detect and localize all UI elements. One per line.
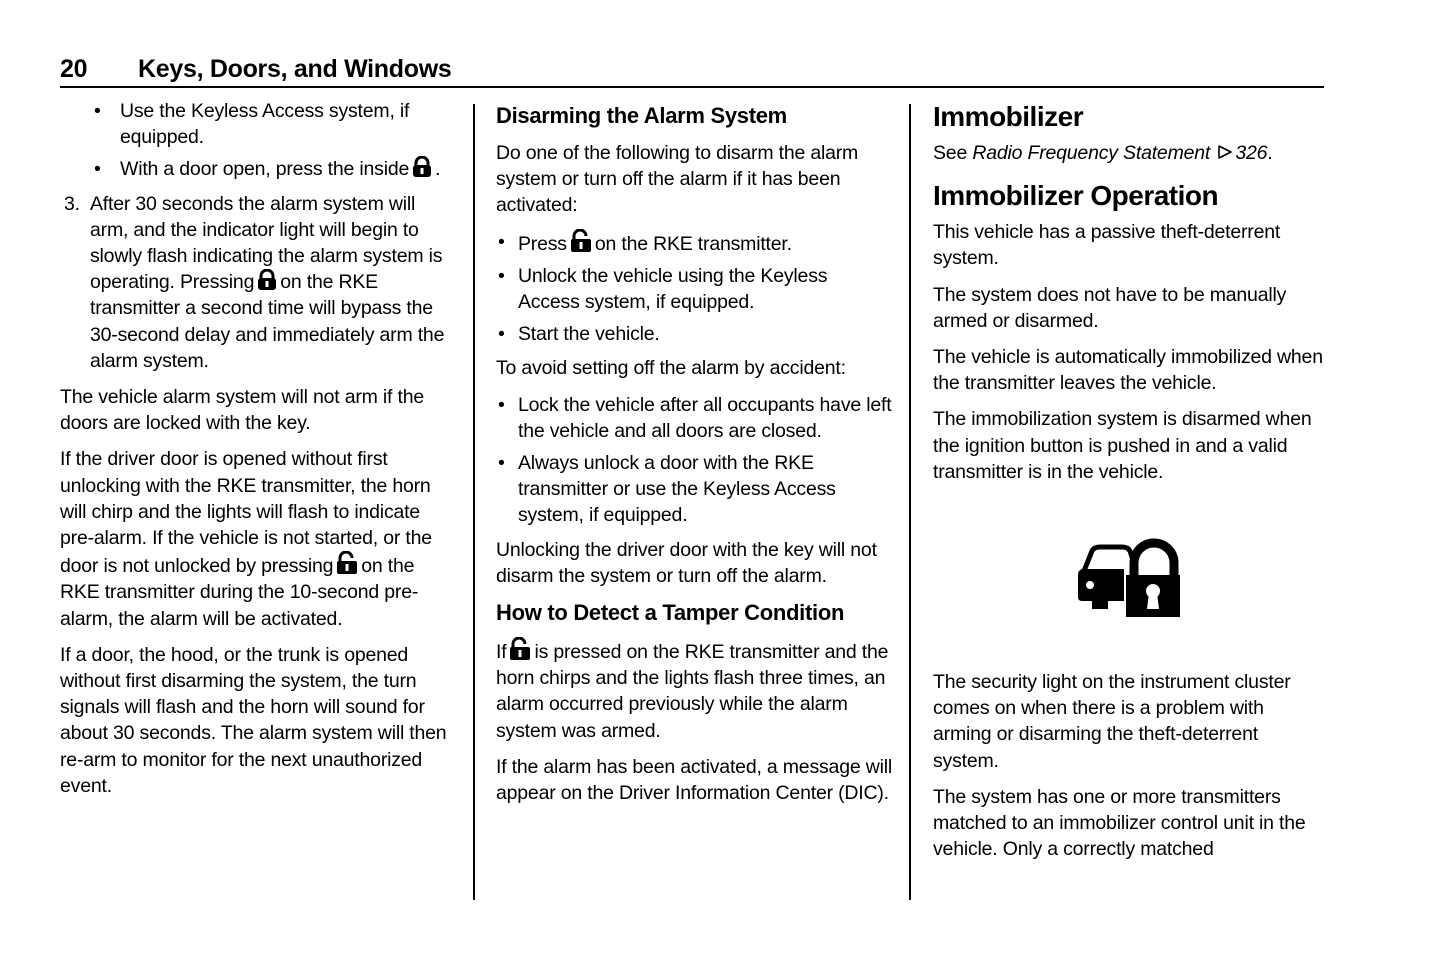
paragraph: The system has one or more transmitters matched to an immobilizer control unit in the vehicle. Only a correctly matched [933,785,1306,861]
list-item: • Always unlock a door with the RKE transmitter or use the Keyless Access system, if equipped. [496,450,892,529]
column-1 [60,98,455,809]
paragraph: The vehicle is automatically immobilized when the transmitter leaves the vehicle. [933,346,1323,395]
bullet-list [496,229,892,348]
paragraph: If a door, the hood, or the trunk is opened without first disarming the system, the turn signals will flash and the horn will sound for about 30 seconds. The alarm system will then re-arm to monitor for the next unauthorized event. [60,643,447,797]
paragraph: If the driver door is opened without first unlocking with the RKE transmitter, the horn will chirp and the lights will flash to indicate pre-alarm. If the vehicle is not started, or the door is not unlocked by pressing on the RKE transmitter during the 10-second pre-alarm, the alarm will be activated. [60,448,432,630]
page-header [60,54,1324,88]
paragraph: The immobilization system is disarmed when the ignition button is pushed in and a valid transmitter is in the vehicle. [933,408,1312,483]
list-item: • Lock the vehicle after all occupants have left the vehicle and all doors are closed. [496,392,892,444]
reference-arrow-icon [1217,141,1233,167]
reference-link[interactable]: Radio Frequency Statement [972,142,1211,164]
list-item: • Unlock the vehicle using the Keyless Access system, if equipped. [496,263,892,315]
security-light-icon [1078,537,1182,621]
paragraph: If is pressed on the RKE transmitter and the horn chirps and the lights flash three times, an alarm occurred previously while the alarm system was armed. [496,637,892,744]
paragraph: The system does not have to be manually armed or disarmed. [933,283,1287,332]
column-divider-1 [473,104,475,900]
section-heading: Disarming the Alarm System [496,103,787,128]
paragraph: Unlocking the driver door with the key will not disarm the system or turn off the alarm. [496,538,877,587]
unlock-icon [509,637,531,661]
unlock-icon [570,229,592,253]
bullet-list [60,98,455,183]
list-item: • Press on the RKE transmitter. [496,229,892,257]
list-item: • Use the Keyless Access system, if equipped. [60,98,455,150]
column-3 [933,98,1325,872]
step-3: 3. After 30 seconds the alarm system will arm, and the indicator light will begin to slowly flash indicating the alarm system is operating. Pressing on the RKE transmitter a second time will bypass the 30-second delay and immediately arm the alarm system. [64,192,445,372]
column-2 [496,98,892,816]
column-divider-2 [909,104,911,900]
list-item: • Start the vehicle. [496,321,892,347]
paragraph: This vehicle has a passive theft-deterrent system. [933,221,1281,270]
paragraph: Do one of the following to disarm the alarm system or turn off the alarm if it has been activated: [496,142,859,217]
list-item: • With a door open, press the inside . [60,156,455,182]
see-reference: See Radio Frequency Statement 326. [933,140,1325,167]
section-title-immobilizer-operation: Immobilizer Operation [933,180,1219,212]
page-number: 20 [60,55,88,83]
section-title: Keys, Doors, and Windows [138,55,452,83]
section-heading: How to Detect a Tamper Condition [496,600,845,626]
lock-icon [412,156,432,178]
lock-icon [257,269,277,291]
paragraph: The security light on the instrument cluster comes on when there is a problem with arming or disarming the theft-deterrent system. [933,671,1291,772]
paragraph: If the alarm has been activated, a message will appear on the Driver Information Center (DIC). [496,755,892,805]
unlock-icon [336,551,358,575]
paragraph: The vehicle alarm system will not arm if the doors are locked with the key. [60,386,424,435]
reference-page[interactable]: 326 [1235,142,1268,164]
step-number: 3. [64,192,80,215]
section-title-immobilizer: Immobilizer [933,101,1084,132]
bullet-list [496,392,892,529]
paragraph: To avoid setting off the alarm by accident: [496,357,846,380]
